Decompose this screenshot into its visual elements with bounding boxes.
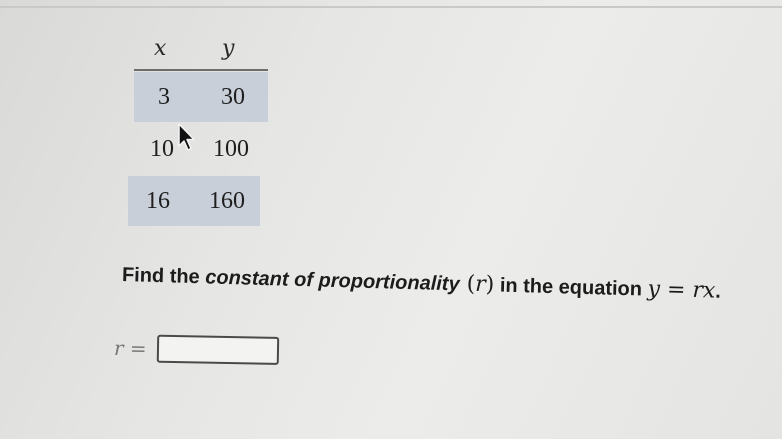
table-cell-y: 30 bbox=[221, 83, 245, 110]
table-cell-x: 16 bbox=[146, 187, 170, 214]
top-divider bbox=[0, 6, 782, 8]
prompt-text-start: Find the bbox=[121, 264, 206, 289]
prompt-emphasis: constant of proportionality bbox=[204, 266, 460, 296]
mouse-pointer-icon bbox=[176, 122, 198, 152]
variable-r: 𝑟 bbox=[474, 271, 487, 298]
answer-input[interactable] bbox=[156, 335, 278, 365]
header-divider bbox=[134, 69, 268, 71]
table-row bbox=[134, 72, 268, 122]
paren-close: ) bbox=[485, 272, 495, 298]
table-cell-x: 3 bbox=[158, 83, 170, 110]
prompt-text-middle: in the equation bbox=[494, 274, 648, 301]
answer-label: 𝑟 = bbox=[113, 336, 147, 361]
column-header-y: 𝑦 bbox=[222, 36, 235, 61]
table-row bbox=[128, 176, 260, 226]
table-cell-x: 10 bbox=[150, 135, 174, 162]
question-prompt bbox=[122, 262, 722, 304]
equation: 𝑦 = 𝑟𝑥 bbox=[647, 276, 716, 304]
paren-open: ( bbox=[459, 271, 476, 297]
prompt-period: . bbox=[715, 280, 722, 303]
table-cell-y: 100 bbox=[213, 135, 249, 162]
answer-row bbox=[114, 326, 279, 373]
column-header-x: 𝑥 bbox=[154, 36, 167, 61]
table-cell-y: 160 bbox=[209, 187, 245, 214]
